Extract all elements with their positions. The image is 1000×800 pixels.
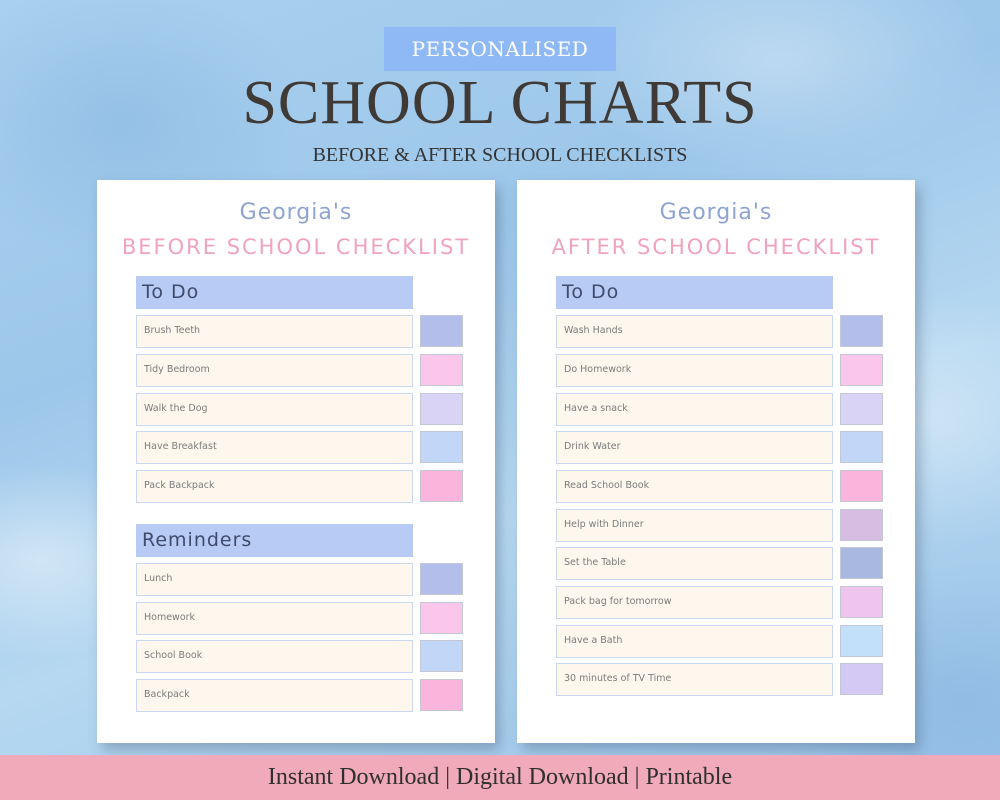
checklist-item: Help with Dinner (556, 509, 833, 542)
reminder-item: Lunch (136, 563, 413, 596)
reminder-item: School Book (136, 640, 413, 673)
after-school-sheet (517, 180, 915, 743)
checkbox[interactable] (840, 586, 883, 618)
checkbox[interactable] (840, 470, 883, 502)
reminder-item: Backpack (136, 679, 413, 712)
checkbox[interactable] (420, 470, 463, 502)
checkbox[interactable] (840, 509, 883, 541)
checkbox[interactable] (840, 431, 883, 463)
checkbox[interactable] (420, 393, 463, 425)
checklist-item: Have Breakfast (136, 431, 413, 464)
before-school-sheet (97, 180, 495, 743)
checkbox[interactable] (420, 602, 463, 634)
sheet-owner-name: Georgia's (239, 200, 353, 225)
checklist-item: 30 minutes of TV Time (556, 663, 833, 696)
checklist-item: Read School Book (556, 470, 833, 503)
checkbox[interactable] (420, 563, 463, 595)
checkbox[interactable] (420, 354, 463, 386)
checkbox[interactable] (840, 393, 883, 425)
checkbox[interactable] (420, 315, 463, 347)
checklist-item: Pack Backpack (136, 470, 413, 503)
checkbox[interactable] (840, 315, 883, 347)
sheet-title: BEFORE SCHOOL CHECKLIST (121, 235, 471, 259)
checkbox[interactable] (420, 431, 463, 463)
checkbox[interactable] (840, 663, 883, 695)
checklist-item: Tidy Bedroom (136, 354, 413, 387)
reminders-heading: Reminders (136, 524, 413, 557)
checklist-item: Do Homework (556, 354, 833, 387)
checklist-item: Drink Water (556, 431, 833, 464)
checkbox[interactable] (420, 640, 463, 672)
page-subtitle: BEFORE & AFTER SCHOOL CHECKLISTS (312, 144, 688, 166)
checkbox[interactable] (840, 625, 883, 657)
todo-heading: To Do (136, 276, 413, 309)
checklist-item: Have a Bath (556, 625, 833, 658)
checklist-item: Wash Hands (556, 315, 833, 348)
checklist-item: Walk the Dog (136, 393, 413, 426)
personalised-badge: PERSONALISED (384, 27, 616, 71)
checkbox[interactable] (840, 354, 883, 386)
checklist-item: Set the Table (556, 547, 833, 580)
sheet-owner-name: Georgia's (659, 200, 773, 225)
reminder-item: Homework (136, 602, 413, 635)
sheet-title: AFTER SCHOOL CHECKLIST (551, 235, 881, 259)
checklist-item: Pack bag for tomorrow (556, 586, 833, 619)
checklist-item: Brush Teeth (136, 315, 413, 348)
page-title: SCHOOL CHARTS (242, 69, 758, 137)
checkbox[interactable] (840, 547, 883, 579)
checkbox[interactable] (420, 679, 463, 711)
download-banner: Instant Download | Digital Download | Printable (0, 755, 1000, 800)
todo-heading: To Do (556, 276, 833, 309)
checklist-item: Have a snack (556, 393, 833, 426)
